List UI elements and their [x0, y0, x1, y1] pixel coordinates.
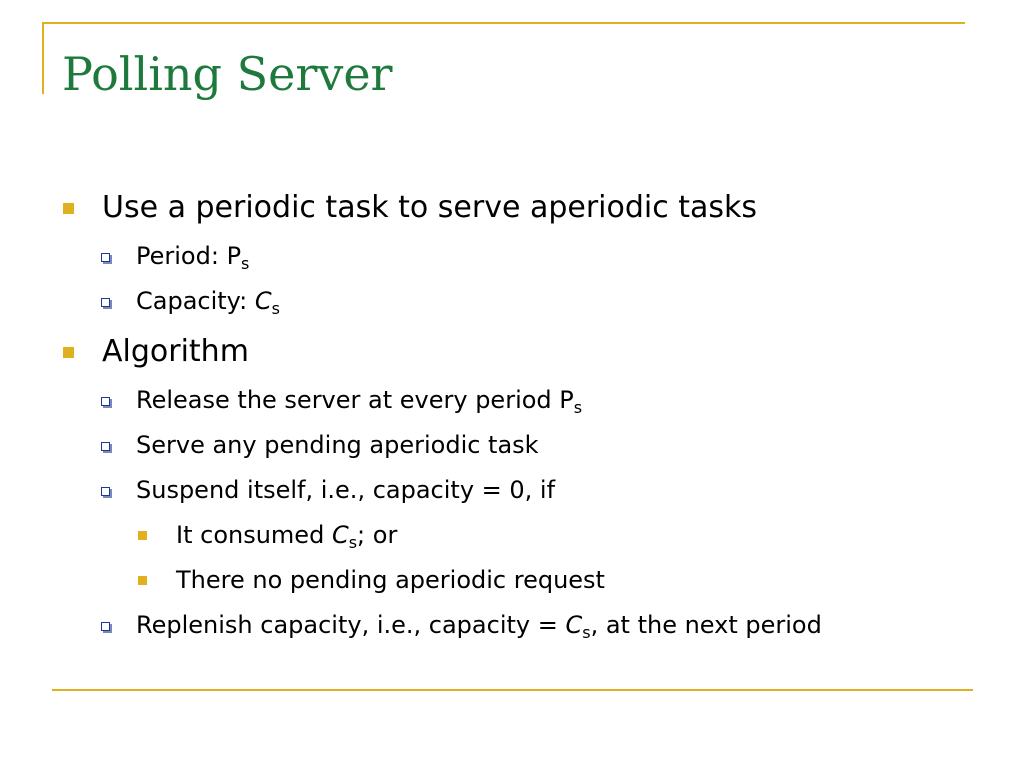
hollow-square-bullet-icon — [101, 442, 110, 451]
slide-title: Polling Server — [62, 47, 393, 101]
sub-bullet-prefix: Replenish capacity, i.e., capacity = — [136, 611, 566, 639]
variable-p: P — [226, 242, 242, 270]
variable-c: C — [331, 521, 349, 549]
sub-bullet-suffix: , at the next period — [590, 611, 822, 639]
sub-bullet-prefix: Capacity: — [136, 287, 255, 315]
sub-bullet-capacity — [101, 285, 280, 317]
square-bullet-icon — [138, 576, 147, 585]
frame-top-line — [42, 22, 965, 24]
hollow-square-bullet-icon — [101, 397, 110, 406]
sub-bullet-text: Suspend itself, i.e., capacity = 0, if — [136, 476, 556, 504]
subscript: s — [348, 533, 358, 552]
subscript: s — [573, 398, 583, 417]
square-bullet-icon — [63, 347, 74, 358]
subscript: s — [582, 623, 591, 642]
square-bullet-icon — [138, 531, 147, 540]
sub-bullet-period — [101, 240, 249, 272]
variable-p: P — [559, 386, 574, 414]
hollow-square-bullet-icon — [101, 487, 110, 496]
frame-bottom-line — [52, 689, 973, 691]
hollow-square-bullet-icon — [101, 622, 110, 631]
bullet-text: Use a periodic task to serve aperiodic tasks — [102, 190, 758, 225]
frame-vertical-line — [42, 22, 44, 94]
sub-bullet-text: Serve any pending aperiodic task — [136, 431, 539, 459]
sub-bullet-suffix: ; or — [357, 521, 398, 549]
sub-bullet-suspend — [101, 474, 555, 506]
variable-c: C — [254, 287, 272, 315]
sub-sub-bullet-no-pending — [138, 564, 605, 596]
sub-bullet-serve — [101, 429, 539, 461]
bullet-2 — [63, 334, 249, 370]
sub-bullet-release — [101, 384, 582, 416]
sub-bullet-prefix: It consumed — [176, 521, 332, 549]
subscript: s — [271, 299, 280, 318]
subscript: s — [241, 254, 250, 273]
square-bullet-icon — [63, 203, 74, 214]
sub-bullet-prefix: Release the server at every period — [136, 386, 560, 414]
hollow-square-bullet-icon — [101, 253, 110, 262]
sub-bullet-text: There no pending aperiodic request — [176, 566, 605, 594]
bullet-text: Algorithm — [102, 334, 249, 369]
hollow-square-bullet-icon — [101, 298, 110, 307]
sub-bullet-replenish — [101, 609, 822, 641]
bullet-1 — [63, 190, 757, 226]
sub-bullet-prefix: Period: — [136, 242, 227, 270]
variable-c: C — [565, 611, 583, 639]
sub-sub-bullet-consumed — [138, 519, 397, 551]
